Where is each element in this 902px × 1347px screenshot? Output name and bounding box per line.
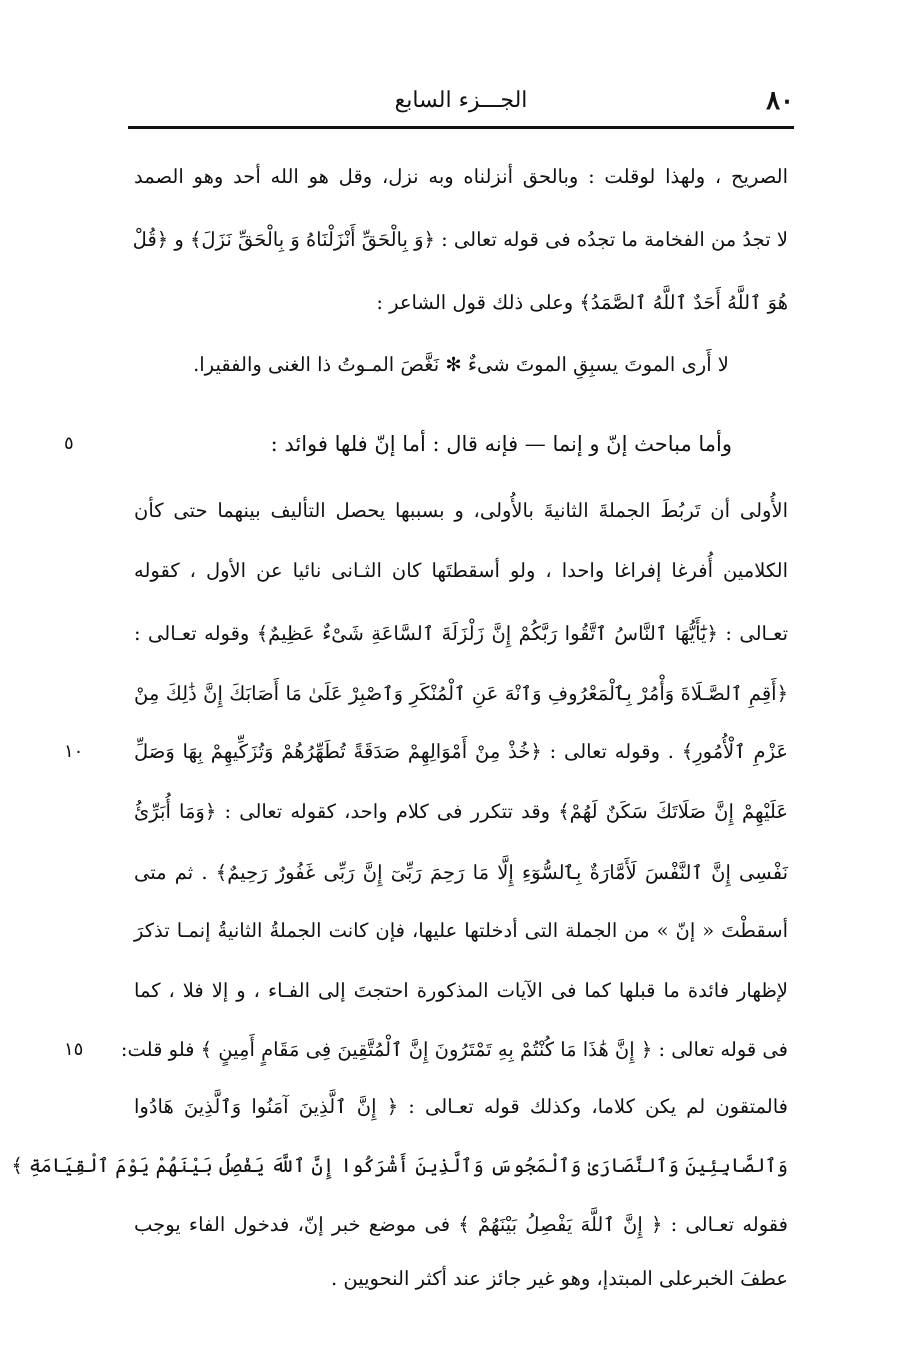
running-title: الجـــزء السابع	[394, 88, 528, 113]
text-line: الأُولى أن تَربُطَ الجملةَ الثانيةَ بالأُولى، و بسببها يحصل التأليف بينهما حتى كأن	[134, 499, 788, 522]
text-line: أسقطْتَ « إنّ » من الجملة التى أدخلتها عليها، فإن كانت الجملةُ الثانيةُ إنمـا تذكرَ	[134, 919, 788, 942]
text-line: فى قوله تعالى : ﴿ إِنَّ هَٰذَا مَا كُنْتُمْ بِهِ تَمْتَرُونَ إِنَّ ٱلْمُتَّقِينَ فِى مَقَامٍ أَمِينٍ ﴾ فلو قلت:	[120, 1038, 788, 1061]
text-line: عطفَ الخبرعلى المبتدإ، وهو غير جائز عند أكثر النحويين .	[330, 1267, 788, 1290]
section-heading: وأما مباحث إنّ و إنما — فإنه قال : أما إنّ فلها فوائد :	[270, 432, 732, 456]
text-line: لإظهار فائدة ما قبلها كما فى الآيات المذكورة احتجتَ إلى الفـاء ، و إلا فلا ، كما	[134, 979, 788, 1002]
text-line: فقوله تعـالى : ﴿ إِنَّ ٱللَّهَ يَفْصِلُ بَيْنَهُمْ ﴾ فى موضع خبر إنّ، فدخول الفاء يوجب	[134, 1213, 788, 1236]
text-line: وَٱلصَّابِئِينَ وَٱلنَّصَارَىٰ وَٱلْمَجُوسَ وَٱلَّذِينَ أَشْرَكُوا إِنَّ ٱللَّهَ يَفْصِلُ بَيْنَهُمْ يَوْمَ ٱلْقِيَامَةِ ﴾	[11, 1154, 788, 1177]
margin-line-number: ٥	[64, 433, 74, 454]
margin-line-number: ١٠	[64, 741, 84, 762]
text-line: الكلامين أُفرغا إفراغا واحدا ، ولو أسقطتَها كان الثـانى نائيا عن الأول ، كقوله	[134, 559, 788, 582]
page-number: ٨٠	[766, 86, 794, 116]
text-line: فالمتقون لم يكن كلاما، وكذلك قوله تعـالى : ﴿ إِنَّ ٱلَّذِينَ آمَنُوا وَٱلَّذِينَ هَادُوا	[134, 1095, 788, 1118]
text-line: لا تجدُ من الفخامة ما تجدُه فى قوله تعالى : ﴿وَ بِالْحَقِّ أَنْزَلْنَاهُ وَ بِالْحَقِّ نَزَلَ﴾ و ﴿قُلْ	[132, 228, 788, 251]
verse-line: لا أَرى الموتَ يسبِقِ الموتَ شىءٌ ✻ نَغَّصَ المـوتُ ذا الغنى والفقيرا.	[193, 353, 729, 376]
text-line: الصريح ، ولهذا لوقلت : وبالحق أنزلناه وبه نزل، وقل هو الله أحد وهو الصمد	[134, 165, 788, 188]
text-line: عَزْمِ ٱلْأُمُورِ﴾ . وقوله تعالى : ﴿خُذْ مِنْ أَمْوَالِهِمْ صَدَقَةً تُطَهِّرُهُمْ وَتُزَكِّيهِمْ بِهَا وَصَلِّ	[134, 740, 788, 763]
text-line: تعـالى : ﴿يَٰٓأَيُّهَا ٱلنَّاسُ ٱتَّقُوا رَبَّكُمْ إِنَّ زَلْزَلَةَ ٱلسَّاعَةِ شَىْءٌ عَظِيمٌ﴾ وقوله تعـالى :	[134, 622, 788, 645]
text-line: نَفْسِى إِنَّ ٱلنَّفْسَ لَأَمَّارَةٌ بِٱلسُّوٓءِ إِلَّا مَا رَحِمَ رَبِّىٓ إِنَّ رَبِّى غَفُورٌ رَحِيمٌ﴾ . ثم متى	[134, 861, 788, 884]
text-line: ﴿أَقِمِ ٱلصَّـلَاةَ وَأْمُرْ بِٱلْمَعْرُوفِ وَٱنْهَ عَنِ ٱلْمُنْكَرِ وَٱصْبِرْ عَلَىٰ مَا أَصَابَكَ إِنَّ ذَٰلِكَ مِنْ	[134, 682, 788, 705]
page-header	[128, 84, 794, 128]
text-line: عَلَيْهِمْ إِنَّ صَلَاتَكَ سَكَنٌ لَهُمْ﴾ وقد تتكرر فى كلام واحد، كقوله تعالى : ﴿وَمَا أُبَرِّئُ	[134, 800, 788, 823]
margin-line-number: ١٥	[64, 1039, 84, 1060]
header-rule	[128, 126, 794, 129]
text-line: هُوَ ٱللَّهُ أَحَدٌ ٱللَّهُ ٱلصَّمَدُ﴾ وعلى ذلك قول الشاعر :	[376, 291, 788, 314]
